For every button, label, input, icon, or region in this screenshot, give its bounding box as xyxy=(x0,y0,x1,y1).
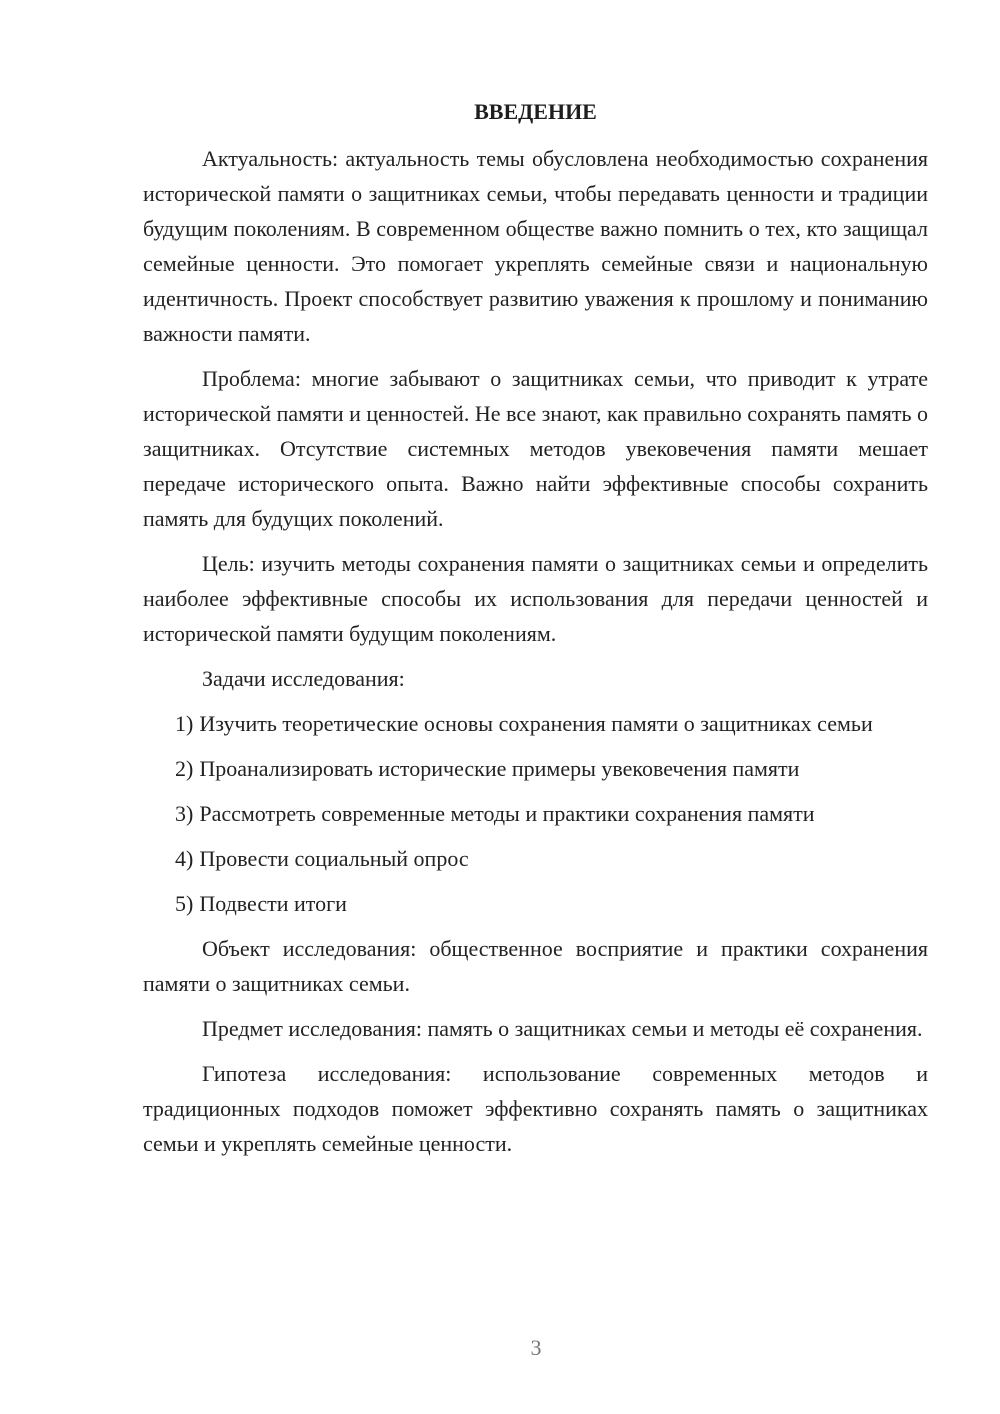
list-item-number: 2) xyxy=(175,756,194,781)
page-content xyxy=(143,94,928,1171)
paragraph-goal: Цель: изучить методы сохранения памяти о защитниках семьи и определить наиболее эффективные способы их использования для передачи ценностей и исторической памяти будущим поколениям. xyxy=(143,551,928,646)
page-title: ВВЕДЕНИЕ xyxy=(474,99,597,124)
list-item xyxy=(143,706,928,741)
list-item-number: 3) xyxy=(175,801,194,826)
list-item-number: 4) xyxy=(175,846,194,871)
page-number: 3 xyxy=(530,1335,542,1360)
tasks-label: Задачи исследования: xyxy=(202,666,405,691)
paragraph-hypothesis: Гипотеза исследования: использование современных методов и традиционных подходов поможет эффективно сохранять память о защитниках семьи и укреплять семейные ценности. xyxy=(143,1061,928,1156)
list-item-number: 5) xyxy=(175,891,194,916)
paragraph-object: Объект исследования: общественное восприятие и практики сохранения памяти о защитниках семьи. xyxy=(143,936,928,996)
list-item xyxy=(143,886,928,921)
list-item xyxy=(143,796,928,831)
list-item-text: Проанализировать исторические примеры увековечения памяти xyxy=(199,756,800,781)
list-item-text: Изучить теоретические основы сохранения памяти о защитниках семьи xyxy=(199,711,873,736)
paragraph-subject: Предмет исследования: память о защитниках семьи и методы её сохранения. xyxy=(202,1016,923,1041)
paragraph-relevance: Актуальность: актуальность темы обусловлена необходимостью сохранения исторической памяти о защитниках семьи, чтобы передавать ценности и традиции будущим поколениям. В современном обществе важно помнить о тех, кто защищал семейные ценности. Это помогает укреплять семейные связи и национальную идентичность. Проект способствует развитию уважения к прошлому и пониманию важности памяти. xyxy=(143,146,928,346)
list-item-text: Рассмотреть современные методы и практики сохранения памяти xyxy=(199,801,815,826)
list-item-text: Подвести итоги xyxy=(199,891,347,916)
list-item xyxy=(143,841,928,876)
tasks-list xyxy=(143,706,928,921)
list-item-text: Провести социальный опрос xyxy=(199,846,469,871)
list-item-number: 1) xyxy=(175,711,194,736)
paragraph-problem: Проблема: многие забывают о защитниках семьи, что приводит к утрате исторической памяти и ценностей. Не все знают, как правильно сохранять память о защитниках. Отсутствие системных методов увековечения памяти мешает передаче исторического опыта. Важно найти эффективные способы сохранить память для будущих поколений. xyxy=(143,366,928,531)
list-item xyxy=(143,751,928,786)
